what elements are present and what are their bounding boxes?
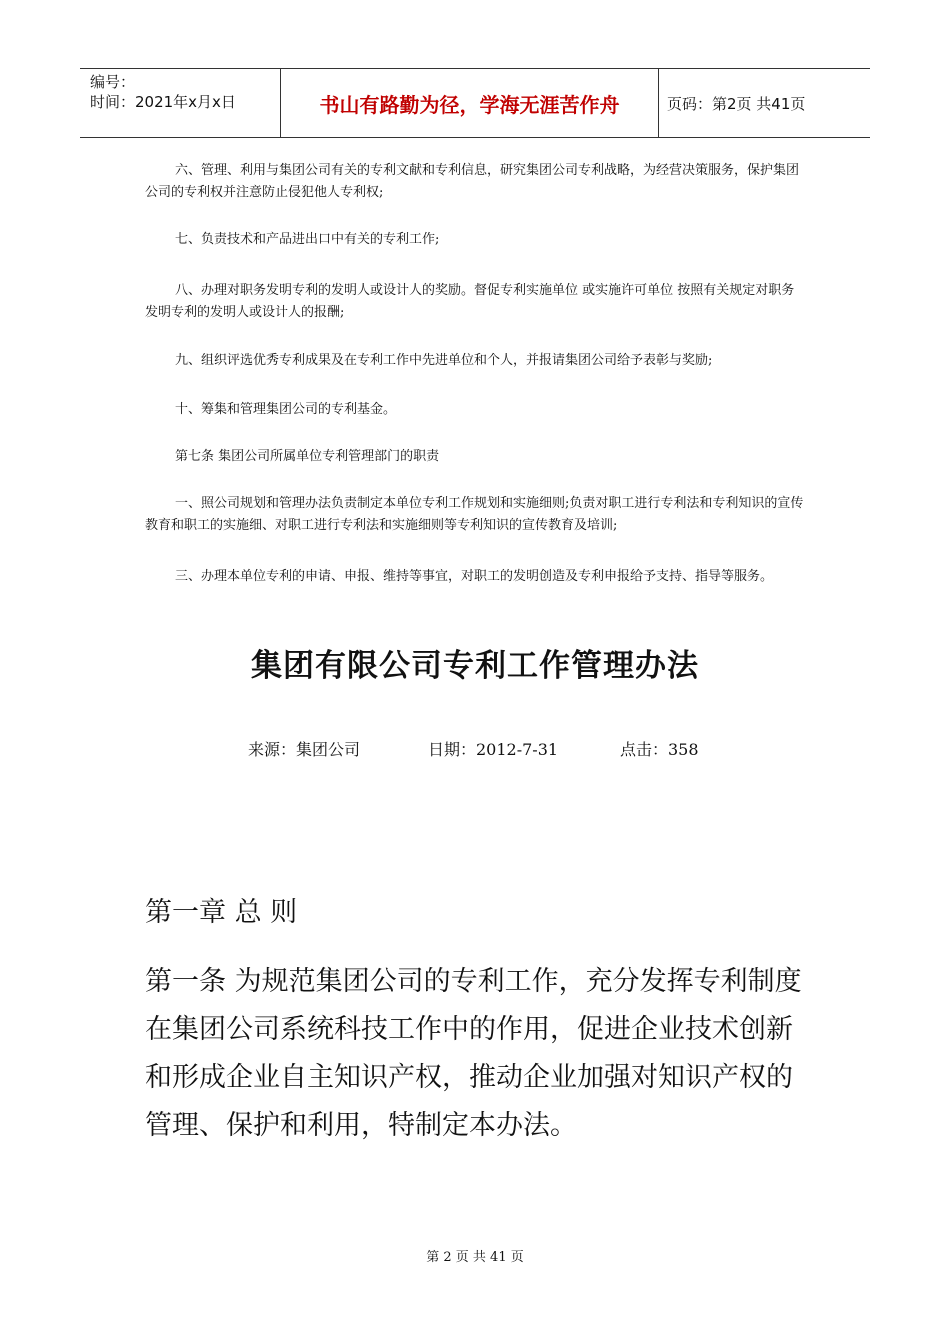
article-7-heading bbox=[145, 446, 807, 468]
meta-source: 来源：集团公司 bbox=[248, 740, 361, 759]
paragraph-8 bbox=[145, 280, 807, 324]
article-1 bbox=[145, 958, 815, 1150]
meta-date: 日期：2012-7-31 bbox=[428, 740, 559, 759]
paragraph-text: 十、筹集和管理集团公司的专利基金。 bbox=[175, 402, 397, 417]
header-page-info: 页码：第2页 共41页 bbox=[667, 94, 806, 113]
header-motto: 书山有路勤为径，学海无涯苦作舟 bbox=[281, 69, 659, 137]
chapter-heading: 第一章 总 则 bbox=[145, 897, 298, 928]
paragraph-a7-1 bbox=[145, 493, 807, 537]
document-header bbox=[80, 68, 870, 138]
paragraph-text: 三、办理本单位专利的申请、申报、维持等事宜，对职工的发明创造及专利申报给予支持、指导等服务。 bbox=[175, 569, 774, 584]
paragraph-7 bbox=[145, 229, 807, 251]
article-meta bbox=[248, 737, 699, 760]
article-1-text: 第一条 为规范集团公司的专利工作，充分发挥专利制度在集团公司系统科技工作中的作用，促进企业技术创新和形成企业自主知识产权，推动企业加强对知识产权的管理、保护和利用，特制定本办法。 bbox=[145, 966, 802, 1141]
paragraph-text: 七、负责技术和产品进出口中有关的专利工作; bbox=[175, 232, 440, 247]
paragraph-text: 八、办理对职务发明专利的发明人或设计人的奖励。督促专利实施单位 或实施许可单位 按照有关规定对职务发明专利的发明人或设计人的报酬; bbox=[145, 283, 795, 320]
page-footer: 第 2 页 共 41 页 bbox=[426, 1250, 524, 1265]
time-label: 时间：2021年x月x日 bbox=[90, 93, 236, 111]
meta-clicks: 点击：358 bbox=[620, 740, 699, 759]
paragraph-6 bbox=[145, 160, 807, 204]
header-left-cell bbox=[80, 69, 281, 137]
paragraph-a7-3 bbox=[145, 566, 807, 588]
paragraph-text: 一、照公司规划和管理办法负责制定本单位专利工作规划和实施细则;负责对职工进行专利法和专利知识的宣传教育和职工的实施细、对职工进行专利法和实施细则等专利知识的宣传教育及培训; bbox=[145, 496, 804, 533]
paragraph-text: 第七条 集团公司所属单位专利管理部门的职责 bbox=[175, 449, 440, 464]
document-title: 集团有限公司专利工作管理办法 bbox=[251, 648, 699, 684]
number-label: 编号： bbox=[90, 73, 136, 91]
paragraph-text: 六、管理、利用与集团公司有关的专利文献和专利信息，研究集团公司专利战略，为经营决策服务，保护集团公司的专利权并注意防止侵犯他人专利权; bbox=[145, 163, 800, 200]
paragraph-10 bbox=[145, 399, 807, 421]
paragraph-text: 九、组织评选优秀专利成果及在专利工作中先进单位和个人，并报请集团公司给予表彰与奖励; bbox=[175, 353, 713, 368]
paragraph-9 bbox=[145, 350, 807, 372]
